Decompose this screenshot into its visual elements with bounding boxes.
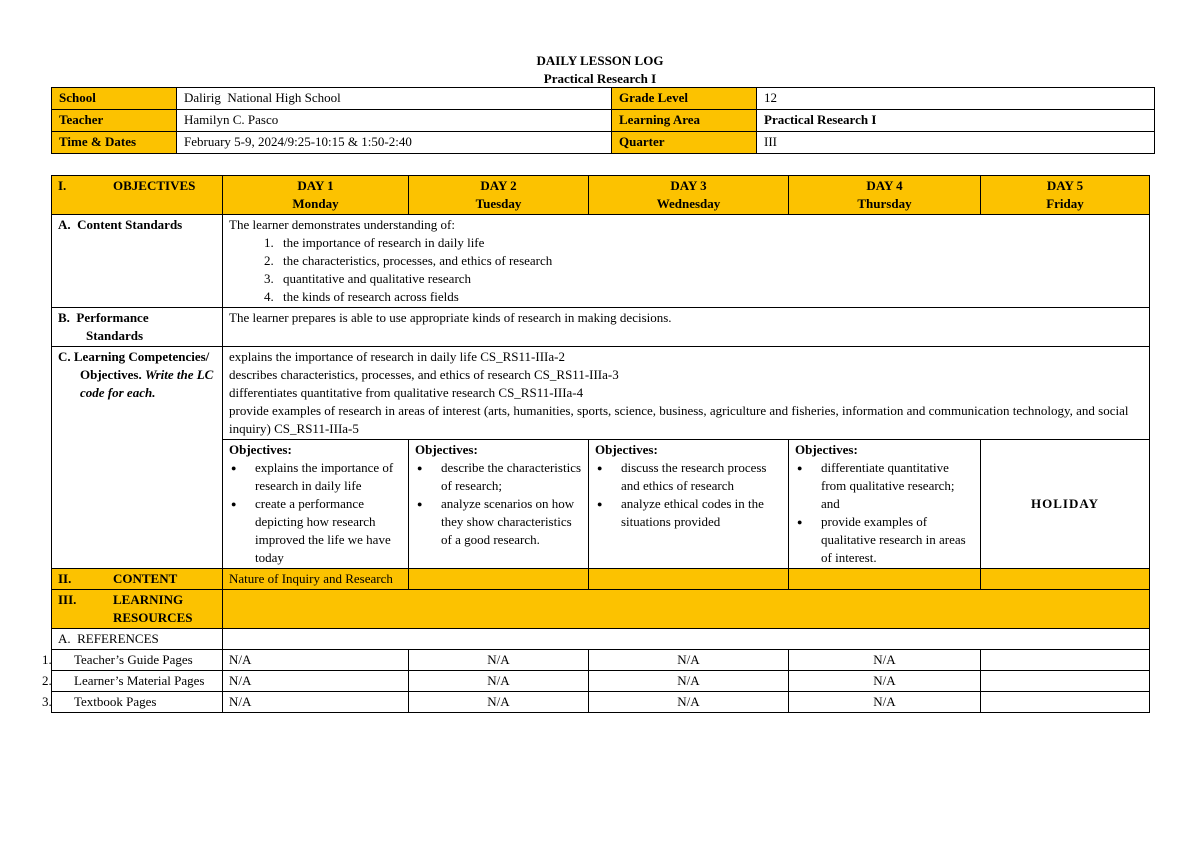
objectives-header-row [52, 176, 1150, 215]
reference-value: N/A [223, 671, 409, 692]
list-item: ● describe the characteristics of research; [433, 459, 582, 495]
list-item: ● analyze ethical codes in the situations provided [613, 495, 782, 531]
day2-header [409, 176, 589, 215]
reference-value: N/A [589, 671, 789, 692]
references-row [52, 629, 1150, 650]
reference-value [981, 650, 1150, 671]
list-item: ● discuss the research process and ethics of research [613, 459, 782, 495]
content-standards-label: A. Content Standards [52, 215, 223, 308]
performance-label-line1: B. Performance [58, 310, 149, 325]
references-fill [223, 629, 1150, 650]
objectives-label: OBJECTIVES [113, 178, 196, 193]
reference-value: N/A [409, 650, 589, 671]
content-standards-intro: The learner demonstrates understanding of: [229, 217, 455, 232]
list-item: 1. the importance of research in daily life [277, 234, 1143, 252]
reference-value [981, 692, 1150, 713]
reference-label [42, 692, 223, 713]
reference-num: 2. [42, 673, 52, 688]
content-label: CONTENT [113, 571, 178, 586]
area-value: Practical Research I [757, 110, 1155, 132]
reference-value: N/A [409, 692, 589, 713]
resources-row [52, 590, 1150, 629]
day5-name: Friday [1046, 196, 1084, 211]
reference-value: N/A [409, 671, 589, 692]
day2-name: Tuesday [475, 196, 522, 211]
performance-label-line2: Standards [86, 328, 144, 343]
area-label: Learning Area [612, 110, 757, 132]
resources-fill [223, 590, 1150, 629]
day4-objectives [789, 440, 981, 569]
reference-value: N/A [223, 650, 409, 671]
grade-label: Grade Level [612, 88, 757, 110]
reference-num: 3. [42, 694, 52, 709]
school-value: Dalirig National High School [177, 88, 612, 110]
table-row [52, 650, 1150, 671]
resources-num: III. [58, 592, 77, 607]
performance-standards-row [52, 308, 1150, 347]
content-day2 [409, 569, 589, 590]
day5-holiday: HOLIDAY [981, 440, 1150, 569]
reference-value: N/A [789, 692, 981, 713]
resources-label: LEARNING RESOURCES [113, 592, 193, 625]
school-label: School [52, 88, 177, 110]
content-standards-row [52, 215, 1150, 308]
performance-standards-label [52, 308, 223, 347]
list-item: ● explains the importance of research in daily life [247, 459, 402, 495]
list-item: ● analyze scenarios on how they show characteristics of a good research. [433, 495, 582, 549]
day3-number: DAY 3 [670, 178, 707, 193]
day2-objectives [409, 440, 589, 569]
day4-header [789, 176, 981, 215]
objectives-heading [52, 176, 223, 215]
day4-name: Thursday [857, 196, 912, 211]
competency-line: differentiates quantitative from qualitative research CS_RS11-IIIa-4 [229, 385, 584, 400]
reference-value: N/A [789, 650, 981, 671]
day5-number: DAY 5 [1046, 178, 1084, 193]
grade-value: 12 [757, 88, 1155, 110]
content-day4 [789, 569, 981, 590]
competency-line: explains the importance of research in daily life CS_RS11-IIIa-2 [229, 349, 565, 364]
objectives-label: Objectives: [595, 442, 658, 457]
day3-header [589, 176, 789, 215]
content-day5 [981, 569, 1150, 590]
day5-header [981, 176, 1150, 215]
day4-number: DAY 4 [866, 178, 903, 193]
content-standards-list [229, 234, 1143, 306]
table-row [52, 671, 1150, 692]
references-label: A. REFERENCES [52, 629, 223, 650]
document-title: DAILY LESSON LOG [536, 53, 664, 68]
day1-name: Monday [292, 196, 339, 211]
day3-objectives [589, 440, 789, 569]
competency-line: describes characteristics, processes, and ethics of research CS_RS11-IIIa-3 [229, 367, 619, 382]
objectives-label: Objectives: [229, 442, 292, 457]
resources-heading [52, 590, 223, 629]
competencies-row [52, 347, 1150, 440]
list-item: 4. the kinds of research across fields [277, 288, 1143, 306]
time-label: Time & Dates [52, 132, 177, 154]
content-row [52, 569, 1150, 590]
reference-value [981, 671, 1150, 692]
reference-num: 1. [42, 652, 52, 667]
day1-objectives [223, 440, 409, 569]
performance-standards-text: The learner prepares is able to use appropriate kinds of research in making decisions. [223, 308, 1150, 347]
content-day1: Nature of Inquiry and Research [223, 569, 409, 590]
list-item: 3. quantitative and qualitative research [277, 270, 1143, 288]
reference-text: Teacher’s Guide Pages [74, 652, 193, 667]
day2-number: DAY 2 [480, 178, 517, 193]
competency-line: provide examples of research in areas of interest (arts, humanities, sports, science, business, agriculture and fisheries, information and communication technology, and social inquiry) CS_RS11-IIIa-5 [229, 403, 1129, 436]
reference-label [42, 650, 223, 671]
info-table [51, 87, 1155, 154]
list-item: 2. the characteristics, processes, and ethics of research [277, 252, 1143, 270]
list-item: ● provide examples of qualitative research in areas of interest. [813, 513, 974, 567]
content-standards-text [223, 215, 1150, 308]
objectives-label: Objectives: [795, 442, 858, 457]
reference-value: N/A [789, 671, 981, 692]
list-item: ● create a performance depicting how research improved the life we have today [247, 495, 402, 567]
teacher-value: Hamilyn C. Pasco [177, 110, 612, 132]
list-item: ● differentiate quantitative from qualitative research; and [813, 459, 974, 513]
reference-value: N/A [223, 692, 409, 713]
competencies-label-note: Write the LC code for each. [80, 367, 214, 400]
quarter-label: Quarter [612, 132, 757, 154]
day1-header [223, 176, 409, 215]
reference-text: Textbook Pages [74, 694, 157, 709]
lesson-table [42, 175, 1150, 713]
objectives-label: Objectives: [415, 442, 478, 457]
document-subtitle: Practical Research I [543, 71, 657, 86]
competencies-label-text: C. Learning Competencies/ Objectives. [58, 349, 210, 382]
table-row [52, 692, 1150, 713]
content-day3 [589, 569, 789, 590]
reference-value: N/A [589, 650, 789, 671]
competencies-text [223, 347, 1150, 440]
objectives-num: I. [58, 178, 67, 193]
day1-number: DAY 1 [297, 178, 334, 193]
teacher-label: Teacher [52, 110, 177, 132]
day3-name: Wednesday [656, 196, 721, 211]
quarter-value: III [757, 132, 1155, 154]
content-num: II. [58, 571, 72, 586]
reference-text: Learner’s Material Pages [74, 673, 205, 688]
time-value: February 5-9, 2024/9:25-10:15 & 1:50-2:40 [177, 132, 612, 154]
reference-value: N/A [589, 692, 789, 713]
content-heading [52, 569, 223, 590]
reference-label [42, 671, 223, 692]
competencies-label [52, 347, 223, 569]
